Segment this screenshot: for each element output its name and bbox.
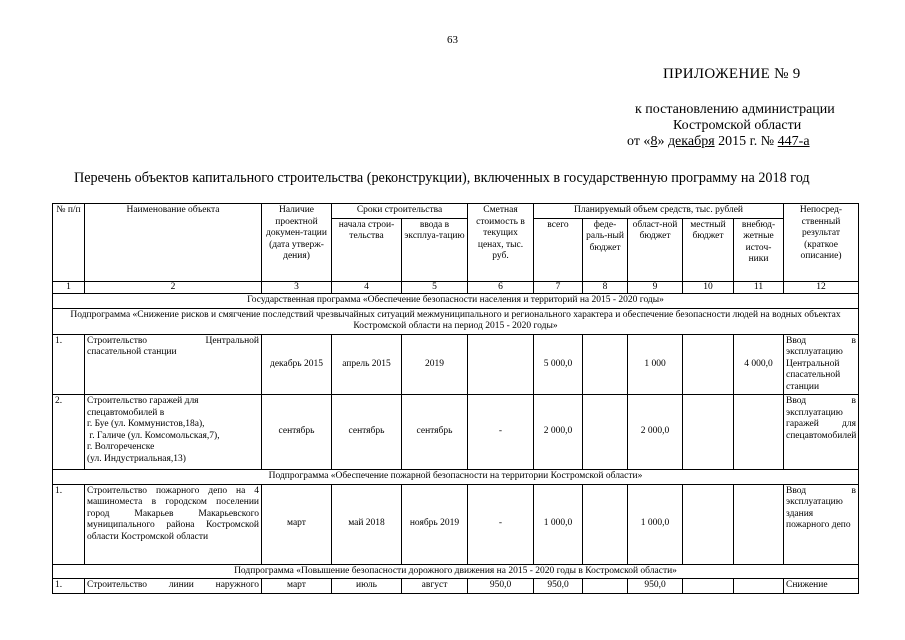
local-funds: [683, 484, 734, 564]
header-approval: Наличие проектной докумен-тации (дата утверж-дения): [262, 204, 332, 282]
table-row: [53, 579, 859, 594]
regional-funds: 1 000: [628, 334, 683, 395]
result-line: спецавтомобилей: [786, 430, 857, 441]
result-line: эксплуатацию здания пожарного депо: [786, 497, 851, 530]
regional-funds: 1 000,0: [628, 484, 683, 564]
start-date: май 2018: [332, 484, 402, 564]
commission-date: 2019: [402, 334, 468, 395]
approval-date: декабрь 2015: [262, 334, 332, 395]
name-line: г. Волгореченске: [87, 442, 155, 452]
total-funds: 950,0: [534, 579, 583, 594]
result-description: Снижение: [784, 579, 859, 594]
document-title: Перечень объектов капитального строительства (реконструкции), включенных в государственную программу на 2018 год: [74, 170, 810, 186]
result-description: [784, 334, 859, 395]
object-name: Строительство Центральной спасательной станции: [85, 334, 262, 395]
decree-prefix: от «: [627, 134, 651, 149]
col-number: 2: [85, 281, 262, 294]
result-line: Ввод в: [786, 396, 856, 406]
local-funds: [683, 579, 734, 594]
header-regional: област-ной бюджет: [628, 218, 683, 281]
col-number: 3: [262, 281, 332, 294]
regional-funds: 950,0: [628, 579, 683, 594]
approval-date: март: [262, 484, 332, 564]
result-line: эксплуатацию: [786, 407, 843, 418]
col-number: 11: [734, 281, 784, 294]
name-line: (ул. Индустриальная,13): [87, 453, 186, 464]
gov-program-title: Государственная программа «Обеспечение безопасности населения и территорий на 2015 - 2020 годы»: [53, 294, 859, 309]
header-name: Наименование объекта: [85, 204, 262, 282]
header-commission: ввода в эксплуа-тацию: [402, 218, 468, 281]
col-number: 6: [468, 281, 534, 294]
object-name: [85, 395, 262, 470]
section-row: [53, 294, 859, 309]
col-number: 4: [332, 281, 402, 294]
object-name: Строительство линии наружного: [85, 579, 262, 594]
result-line: Ввод в: [786, 335, 856, 346]
header-cost: Сметная стоимость в текущих ценах, тыс. руб.: [468, 204, 534, 282]
name-line: г. Буе (ул. Коммунистов,18а),: [87, 419, 205, 429]
col-number: 5: [402, 281, 468, 294]
col-number: 1: [53, 281, 85, 294]
commission-date: август: [402, 579, 468, 594]
header-row-1: [53, 204, 859, 219]
result-line: Ввод в: [786, 485, 856, 496]
row-num: 2.: [53, 395, 85, 470]
appendix-title: ПРИЛОЖЕНИЕ № 9: [663, 66, 801, 82]
name-line: спецавтомобилей в: [87, 407, 165, 418]
decree-month: декабря: [667, 134, 715, 149]
section-row: [53, 564, 859, 579]
header-funds: Планируемый объем средств, тыс. рублей: [534, 204, 784, 219]
object-name: Строительство пожарного депо на 4 машиноместа в городском поселении город Макарьев Макарьевского муниципального района Костромской области Костромской области: [85, 484, 262, 564]
result-description: [784, 484, 859, 564]
federal-funds: [583, 334, 628, 395]
row-num: 1.: [53, 484, 85, 564]
result-description: [784, 395, 859, 470]
header-start: начала строи-тельства: [332, 218, 402, 281]
col-number: 12: [784, 281, 859, 294]
header-total: всего: [534, 218, 583, 281]
name-line: г. Галиче (ул. Комсомольская,7),: [87, 430, 220, 441]
decree-number: 447-а: [777, 134, 810, 149]
start-date: сентябрь: [332, 395, 402, 470]
decree-sep: »: [657, 134, 668, 149]
section-row: [53, 470, 859, 485]
decree-line-2: Костромской области: [673, 118, 802, 133]
estimated-cost: [468, 334, 534, 395]
decree-line-3: [627, 134, 810, 150]
start-date: июль: [332, 579, 402, 594]
header-terms: Сроки строительства: [332, 204, 468, 219]
subprogram-3-title: Подпрограмма «Повышение безопасности дорожного движения на 2015 - 2020 годы в Костромской области»: [53, 564, 859, 579]
header-federal: феде-раль-ный бюджет: [583, 218, 628, 281]
result-line: эксплуатацию Центральной спасательной станции: [786, 347, 843, 392]
total-funds: 1 000,0: [534, 484, 583, 564]
start-date: апрель 2015: [332, 334, 402, 395]
section-row: [53, 308, 859, 334]
row-num: 1.: [53, 579, 85, 594]
total-funds: 2 000,0: [534, 395, 583, 470]
header-num: № п/п: [53, 204, 85, 282]
subprogram-2-title: Подпрограмма «Обеспечение пожарной безопасности на территории Костромской области»: [53, 470, 859, 485]
approval-date: сентябрь: [262, 395, 332, 470]
regional-funds: 2 000,0: [628, 395, 683, 470]
decree-day: 8: [650, 134, 658, 149]
local-funds: [683, 334, 734, 395]
result-line: гаражей для: [786, 419, 856, 429]
subprogram-1-title: Подпрограмма «Снижение рисков и смягчение последствий чрезвычайных ситуаций межмуниципального и регионального характера и обеспечение безопасности людей на водных объектах Костромской области на период 2015 - 2020 годы»: [53, 308, 859, 334]
extra-funds: 4 000,0: [734, 334, 784, 395]
commission-date: сентябрь: [402, 395, 468, 470]
column-numbers-row: [53, 281, 859, 294]
header-result: Непосред-ственный результат (краткое описание): [784, 204, 859, 282]
estimated-cost: 950,0: [468, 579, 534, 594]
federal-funds: [583, 579, 628, 594]
table-row: [53, 334, 859, 395]
commission-date: ноябрь 2019: [402, 484, 468, 564]
col-number: 9: [628, 281, 683, 294]
decree-line-1: к постановлению администрации: [635, 102, 835, 117]
table-row: [53, 395, 859, 470]
header-extra: внебюд-жетные источ-ники: [734, 218, 784, 281]
col-number: 7: [534, 281, 583, 294]
total-funds: 5 000,0: [534, 334, 583, 395]
table-row: [53, 484, 859, 564]
estimated-cost: -: [468, 395, 534, 470]
col-number: 10: [683, 281, 734, 294]
col-number: 8: [583, 281, 628, 294]
objects-table: [52, 203, 859, 594]
federal-funds: [583, 484, 628, 564]
federal-funds: [583, 395, 628, 470]
estimated-cost: -: [468, 484, 534, 564]
header-local: местный бюджет: [683, 218, 734, 281]
name-line: Строительство гаражей для: [87, 396, 199, 406]
page-number: 63: [447, 34, 458, 46]
local-funds: [683, 395, 734, 470]
row-num: 1.: [53, 334, 85, 395]
approval-date: март: [262, 579, 332, 594]
extra-funds: [734, 484, 784, 564]
extra-funds: [734, 395, 784, 470]
extra-funds: [734, 579, 784, 594]
decree-year-no: 2015 г. №: [714, 134, 778, 149]
